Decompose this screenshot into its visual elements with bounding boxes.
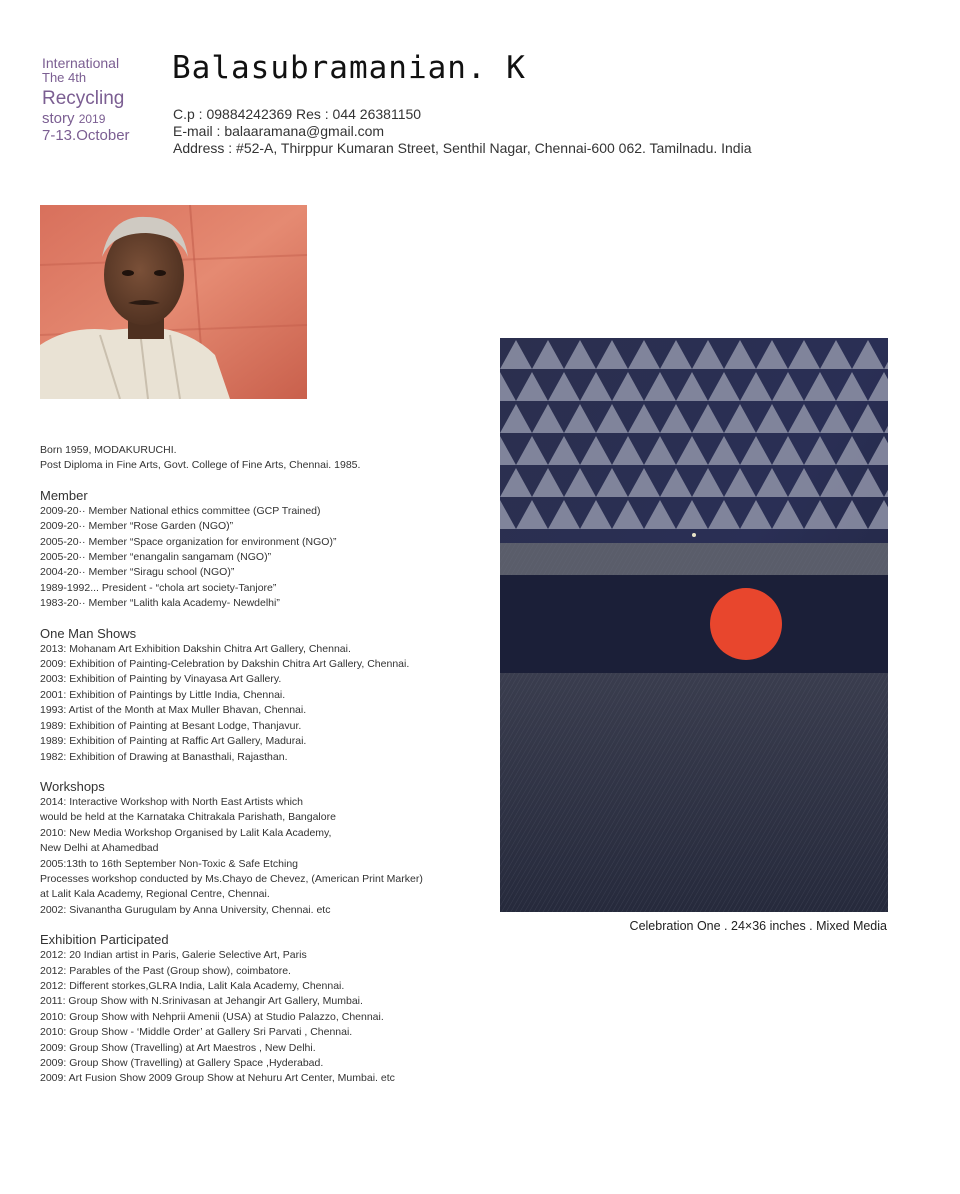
list-item: 2014: Interactive Workshop with North East Artists which [40,795,304,808]
event-line-story [42,110,130,127]
list-item: 2001: Exhibition of Paintings by Little India, Chennai. [40,688,286,701]
list-item: 2005-20·· Member “enangalin sangamam (NGO)” [40,551,272,564]
artwork-caption: Celebration One . 24×36 inches . Mixed Media [629,919,887,933]
cv-text [40,443,480,1087]
list-item: 2009-20·· Member “Rose Garden (NGO)” [40,520,234,533]
artist-portrait [40,205,307,399]
event-title-block [42,55,130,144]
bio-line: Post Diploma in Fine Arts, Govt. College of Fine Arts, Chennai. 1985. [40,459,361,472]
list-item: 2005-20·· Member “Space organization for environment (NGO)” [40,535,337,548]
list-item: 2009: Group Show (Travelling) at Art Maestros , New Delhi. [40,1041,316,1054]
list-item: New Delhi at Ahamedbad [40,842,159,855]
list-item: at Lalit Kala Academy, Regional Centre, Chennai. [40,888,270,901]
list-item: 2010: Group Show with Nehprii Amenii (USA) at Studio Palazzo, Chennai. [40,1010,384,1023]
artist-name: Balasubramanian. K [172,50,526,86]
list-item: 2011: Group Show with N.Srinivasan at Jehangir Art Gallery, Mumbai. [40,995,363,1008]
list-item: 1983-20·· Member “Lalith kala Academy- Newdelhi” [40,597,280,610]
list-item: 2004-20·· Member “Siragu school (NGO)” [40,566,235,579]
list-item: 2002: Sivanantha Gurugulam by Anna University, Chennai. etc [40,903,331,916]
list-item: 2009: Group Show (Travelling) at Gallery Space ,Hyderabad. [40,1057,324,1069]
list-item: 1989: Exhibition of Painting at Besant Lodge, Thanjavur. [40,719,302,732]
event-dates: 7-13.October [42,127,130,145]
list-item: 2013: Mohanam Art Exhibition Dakshin Chitra Art Gallery, Chennai. [40,642,351,655]
list-item: 1993: Artist of the Month at Max Muller Bhavan, Chennai. [40,704,307,717]
contact-email: E-mail : balaaramana@gmail.com [173,123,385,139]
portrait-illustration [40,205,307,399]
artwork-painting [500,338,888,912]
list-item: 2012: Parables of the Past (Group show), coimbatore. [40,964,291,977]
list-item: would be held at the Karnataka Chitrakala Parishath, Bangalore [40,811,336,824]
section-heading-one-man-shows: One Man Shows [40,625,137,641]
artwork-image [500,338,888,912]
list-item: 2010: New Media Workshop Organised by Lalit Kala Academy, [40,826,332,839]
list-item: 2009-20·· Member National ethics committee (GCP Trained) [40,504,321,517]
list-item: 2009: Art Fusion Show 2009 Group Show at Nehuru Art Center, Mumbai. etc [40,1072,395,1085]
section-heading-exhibitions: Exhibition Participated [40,932,169,948]
list-item: 1989-1992... President - “chola art society-Tanjore” [40,581,277,594]
event-line-international: International [42,55,120,71]
list-item: 2005:13th to 16th September Non-Toxic & Safe Etching [40,857,298,870]
event-story-word: story [42,109,75,127]
contact-phone: C.p : 09884242369 Res : 044 26381150 [173,106,422,122]
section-heading-workshops: Workshops [40,778,105,794]
list-item: Processes workshop conducted by Ms.Chayo de Chevez, (American Print Marker) [40,872,423,885]
event-line-recycling: Recycling [42,88,125,110]
list-item: 2010: Group Show - ‘Middle Order’ at Gallery Sri Parvati , Chennai. [40,1026,353,1039]
list-item: 2012: 20 Indian artist in Paris, Galerie Selective Art, Paris [40,949,307,962]
event-line-edition: The 4th [42,70,87,86]
list-item: 1989: Exhibition of Painting at Raffic Art Gallery, Madurai. [40,735,307,748]
list-item: 1982: Exhibition of Drawing at Banasthali, Rajasthan. [40,750,288,763]
contact-address: Address : #52-A, Thirppur Kumaran Street, Senthil Nagar, Chennai-600 062. Tamilnadu. India [173,140,752,156]
list-item: 2009: Exhibition of Painting-Celebration by Dakshin Chitra Art Gallery, Chennai. [40,658,410,671]
bio-line: Born 1959, MODAKURUCHI. [40,444,177,456]
contact-block [173,106,752,157]
event-year: 2019 [78,111,106,126]
list-item: 2012: Different storkes,GLRA India, Lalit Kala Academy, Chennai. [40,979,345,992]
section-heading-member: Member [40,487,88,503]
list-item: 2003: Exhibition of Painting by Vinayasa Art Gallery. [40,673,282,686]
